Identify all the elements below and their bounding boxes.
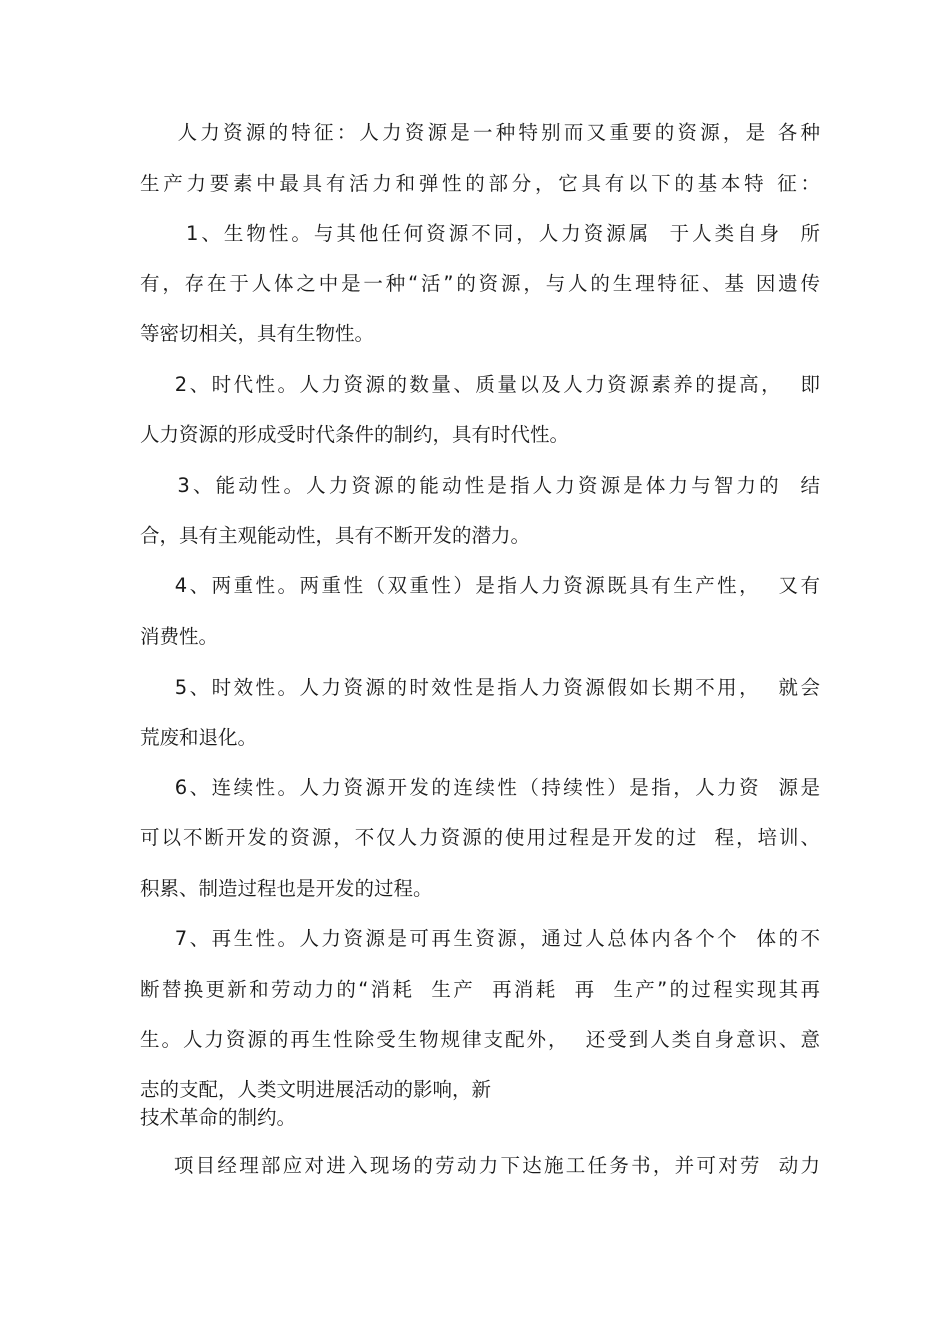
text-line: 消费性。 <box>140 625 219 648</box>
text-line: 3、能动性。人力资源的能动性是指人力资源是体力与智力的 结 <box>140 474 820 497</box>
text-line: 2、时代性。人力资源的数量、质量以及人力资源素养的提高， 即 <box>140 373 820 396</box>
text-line: 7、再生性。人力资源是可再生资源，通过人总体内各个个 体的不 <box>140 927 820 950</box>
text-line: 荒废和退化。 <box>140 726 258 749</box>
text-line: 4、两重性。两重性（双重性）是指人力资源既具有生产性， 又有 <box>140 574 820 597</box>
text-line: 技术革命的制约。 <box>140 1106 297 1129</box>
text-line: 积累、制造过程也是开发的过程。 <box>140 877 433 900</box>
text-line: 1、生物性。与其他任何资源不同，人力资源属 于人类自身 所 <box>140 222 820 245</box>
text-line: 生产力要素中最具有活力和弹性的部分，它具有以下的基本特 征： <box>140 172 820 195</box>
text-line: 人力资源的形成受时代条件的制约，具有时代性。 <box>140 423 570 446</box>
text-line: 6、连续性。人力资源开发的连续性（持续性）是指，人力资 源是 <box>140 776 820 799</box>
text-line: 项目经理部应对进入现场的劳动力下达施工任务书，并可对劳 动力 <box>140 1154 820 1177</box>
text-line: 有，存在于人体之中是一种“活”的资源，与人的生理特征、基 因遗传 <box>140 272 820 295</box>
text-line: 5、时效性。人力资源的时效性是指人力资源假如长期不用， 就会 <box>140 676 820 699</box>
text-line: 合，具有主观能动性，具有不断开发的潜力。 <box>140 524 531 547</box>
text-line: 人力资源的特征：人力资源是一种特别而又重要的资源，是 各种 <box>140 121 820 144</box>
text-line: 可以不断开发的资源，不仅人力资源的使用过程是开发的过 程，培训、 <box>140 826 820 849</box>
text-line: 志的支配，人类文明进展活动的影响，新 <box>140 1078 492 1101</box>
text-line: 等密切相关，具有生物性。 <box>140 322 375 345</box>
text-line: 断替换更新和劳动力的“消耗 生产 再消耗 再 生产”的过程实现其再 <box>140 978 820 1001</box>
text-line: 生。人力资源的再生性除受生物规律支配外， 还受到人类自身意识、意 <box>140 1028 820 1051</box>
